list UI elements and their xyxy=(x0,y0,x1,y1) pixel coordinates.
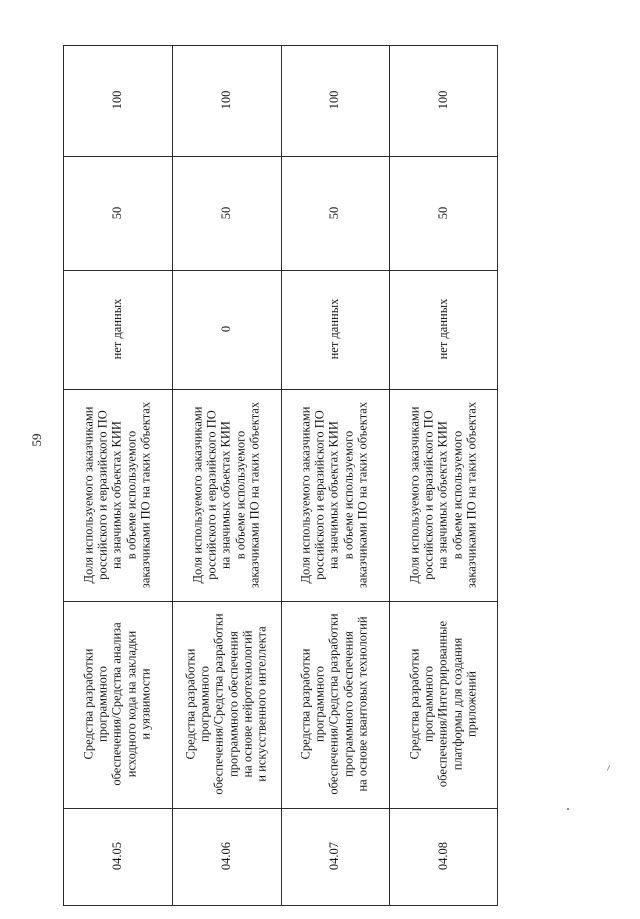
target-value: 100 xyxy=(435,90,450,110)
indicator-text: Доля используемого заказчиками российского и евразийского ПО на значимых объектах КИИ в объеме используемого заказчиками ПО на таких объектах xyxy=(81,401,153,589)
indicator-text: Доля используемого заказчиками российского и евразийского ПО на значимых объектах КИИ в объеме используемого заказчиками ПО на таких объектах xyxy=(190,401,262,589)
row-code: 04.07 xyxy=(326,841,341,871)
mid-value: 50 xyxy=(218,206,233,220)
indicators-table xyxy=(63,45,497,905)
tool-name: Средства разработки программного обеспечения/Средства разработки программного обеспечения на основе нейротехнологий и искусственного интеллекта xyxy=(183,613,269,795)
row-code: 04.05 xyxy=(109,841,124,871)
target-value: 100 xyxy=(326,90,341,110)
baseline-value: нет данных xyxy=(326,298,341,360)
tool-name: Средства разработки программного обеспечения/Средства анализа исходного кода на закладки и уязвимости xyxy=(81,622,153,786)
mid-value: 50 xyxy=(435,206,450,220)
target-value: 100 xyxy=(218,90,233,110)
indicator-text: Доля используемого заказчиками российского и евразийского ПО на значимых объектах КИИ в объеме используемого заказчиками ПО на таких объектах xyxy=(298,401,370,589)
baseline-value: нет данных xyxy=(435,298,450,360)
indicator-text: Доля используемого заказчиками российского и евразийского ПО на значимых объектах КИИ в объеме используемого заказчиками ПО на таких объектах xyxy=(407,401,479,589)
row-code: 04.08 xyxy=(435,841,450,871)
baseline-value: 0 xyxy=(218,325,233,333)
scan-scratch xyxy=(607,765,610,771)
row-code: 04.06 xyxy=(218,841,233,871)
tool-name: Средства разработки программного обеспечения/Интегрированные платформы для создания приложений xyxy=(407,620,479,788)
scan-speck xyxy=(567,808,569,810)
tool-name: Средства разработки программного обеспечения/Средства разработки программного обеспечения на основе квантовых технологий xyxy=(298,613,370,795)
mid-value: 50 xyxy=(326,206,341,220)
page-number: 59 xyxy=(29,433,44,447)
mid-value: 50 xyxy=(109,206,124,220)
target-value: 100 xyxy=(109,90,124,110)
baseline-value: нет данных xyxy=(109,298,124,360)
